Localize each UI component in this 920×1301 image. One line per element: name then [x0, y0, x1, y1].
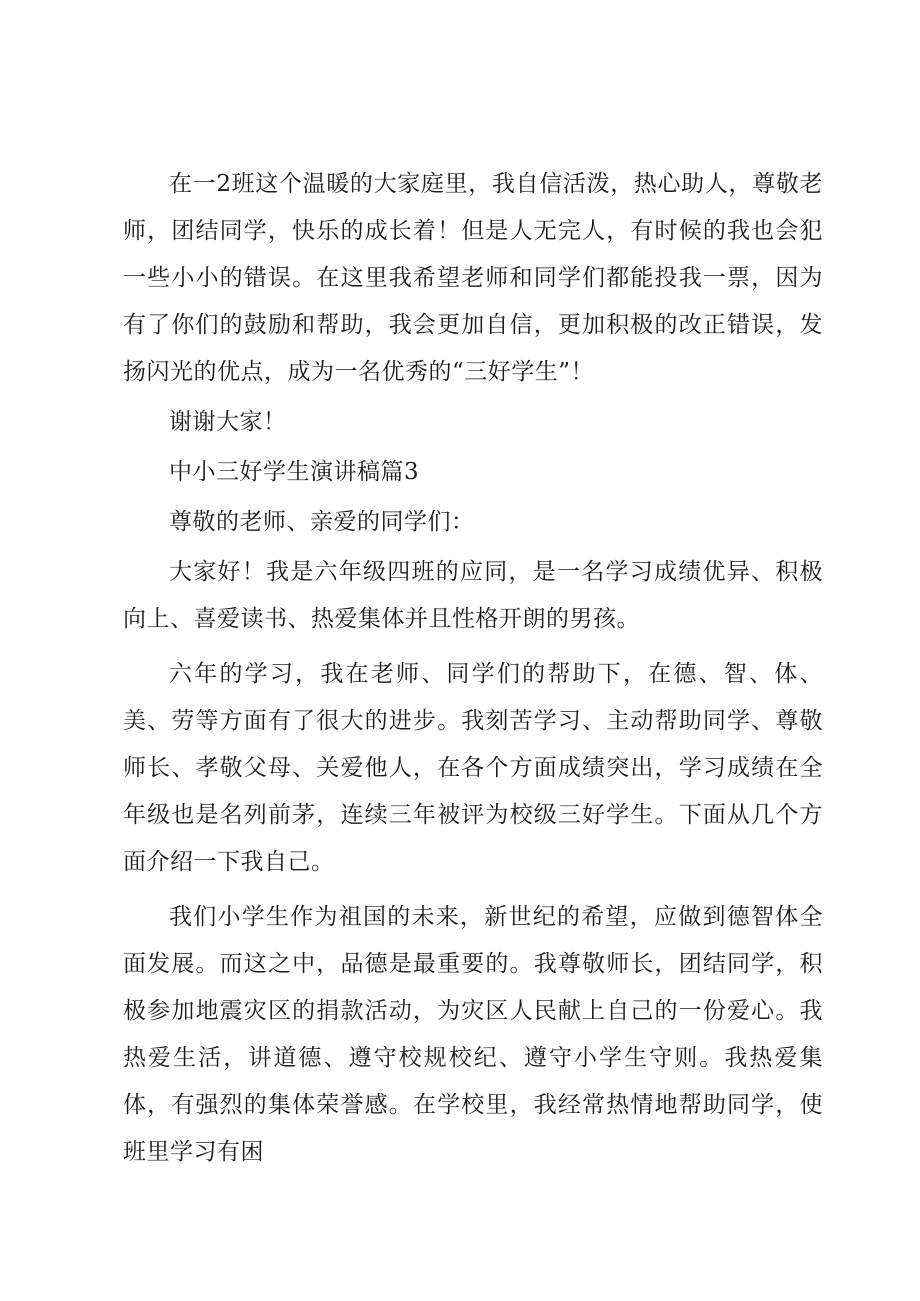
paragraph-class-introduction: 在一2班这个温暖的大家庭里，我自信活泼，热心助人，尊敬老师，团结同学，快乐的成长着！但是人无完人，有时候的我也会犯一些小小的错误。在这里我希望老师和同学们都能投我一票，因为有了你们的鼓励和帮助，我会更加自信，更加积极的改正错误，发扬闪光的优点，成为一名优秀的“三好学生”！	[123, 171, 823, 385]
paragraph-thanks: 谢谢大家！	[169, 409, 287, 435]
section-heading: 中小三好学生演讲稿篇3	[169, 459, 420, 485]
paragraph-salutation: 尊敬的老师、亲爱的同学们：	[169, 509, 475, 535]
paragraph-six-years: 六年的学习，我在老师、同学们的帮助下，在德、智、体、美、劳等方面有了很大的进步。我刻苦学习、主动帮助同学、尊敬师长、孝敬父母、关爱他人，在各个方面成绩突出，学习成绩在全年级也是名列前茅，连续三年被评为校级三好学生。下面从几个方面介绍一下我自己。	[123, 661, 823, 875]
paragraph-all-round-development: 我们小学生作为祖国的未来，新世纪的希望，应做到德智体全面发展。而这之中，品德是最重要的。我尊敬师长，团结同学，积极参加地震灾区的捐款活动，为灾区人民献上自己的一份爱心。我热爱生活，讲道德、遵守校规校纪、遵守小学生守则。我热爱集体，有强烈的集体荣誉感。在学校里，我经常热情地帮助同学，使班里学习有困	[123, 904, 823, 1165]
paragraph-greeting: 大家好！我是六年级四班的应同，是一名学习成绩优异、积极向上、喜爱读书、热爱集体并且性格开朗的男孩。	[123, 559, 823, 632]
document-body	[123, 161, 823, 1176]
